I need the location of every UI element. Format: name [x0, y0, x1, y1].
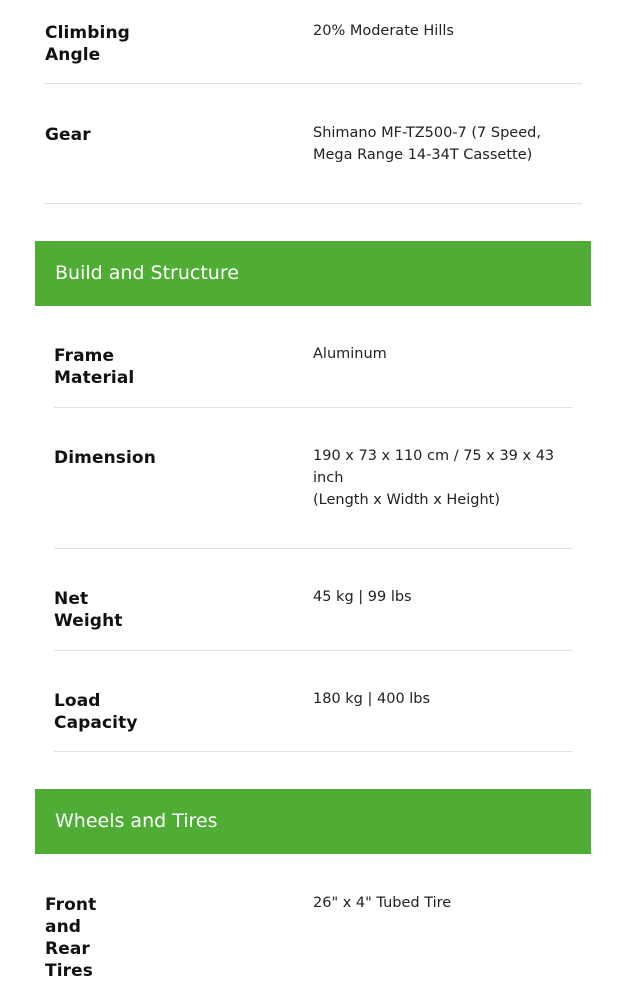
spec-label: Front and Rear Tires — [45, 895, 97, 981]
row-divider — [45, 83, 582, 84]
spec-label: Climbing Angle — [45, 23, 130, 65]
spec-value: 20% Moderate Hills — [313, 23, 454, 39]
spec-label: Load Capacity — [54, 691, 138, 733]
spec-value-line: inch — [313, 470, 344, 486]
spec-value: Aluminum — [313, 346, 387, 362]
section-header-build — [35, 241, 591, 306]
spec-label: Net Weight — [54, 589, 123, 631]
row-divider — [54, 548, 573, 549]
section-title: Build and Structure — [55, 262, 239, 284]
spec-value — [313, 445, 568, 511]
row-divider — [54, 751, 573, 752]
spec-value — [313, 122, 568, 166]
spec-label: Dimension — [54, 448, 156, 468]
spec-value: 26" x 4" Tubed Tire — [313, 895, 452, 911]
spec-value-line: Mega Range 14-34T Cassette) — [313, 147, 533, 163]
row-divider — [54, 650, 573, 651]
row-divider — [54, 407, 573, 408]
spec-value-line: Shimano MF-TZ500-7 (7 Speed, — [313, 125, 541, 141]
spec-label: Gear — [45, 125, 91, 145]
spec-value-line: 190 x 73 x 110 cm / 75 x 39 x 43 — [313, 448, 555, 464]
spec-label: Frame Material — [54, 346, 135, 388]
section-header-wheels — [35, 789, 591, 854]
section-title: Wheels and Tires — [55, 810, 218, 832]
spec-value-line: (Length x Width x Height) — [313, 492, 500, 508]
row-divider — [45, 203, 582, 204]
spec-value: 180 kg | 400 lbs — [313, 691, 431, 707]
spec-value: 45 kg | 99 lbs — [313, 589, 412, 605]
